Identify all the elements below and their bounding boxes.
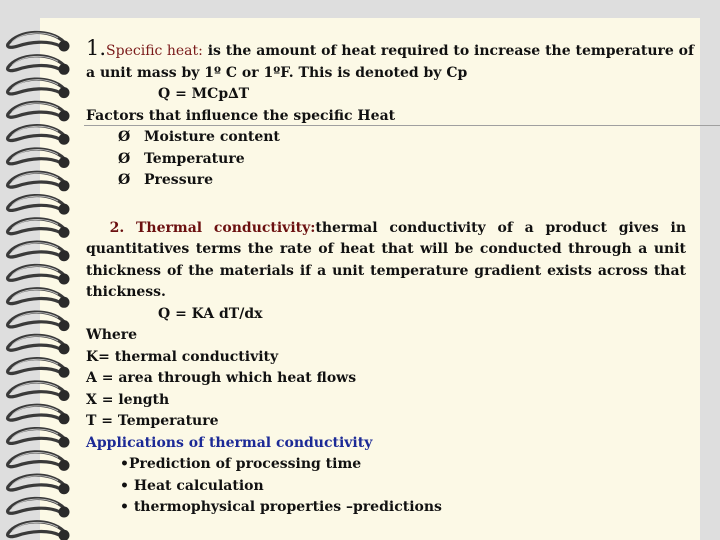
spiral-ring <box>8 522 70 540</box>
factor-label: Temperature <box>144 150 245 167</box>
variable-definition: K= thermal conductivity <box>86 348 279 365</box>
section-number-1: 1. <box>86 36 107 60</box>
arrow-bullet-icon: Ø <box>118 172 131 188</box>
slide-content <box>86 36 695 519</box>
thermal-conductivity-paragraph <box>86 218 686 304</box>
spiral-ring <box>8 126 70 145</box>
application-item: • Heat calculation <box>120 477 264 494</box>
spiral-ring <box>8 196 70 215</box>
spiral-binding-icon <box>0 0 80 540</box>
arrow-bullet-icon: Ø <box>118 129 131 145</box>
specific-heat-formula: Q = MCp∆T <box>158 86 250 102</box>
spiral-ring <box>8 219 70 238</box>
factor-label: Pressure <box>144 172 214 188</box>
spiral-ring <box>8 32 70 51</box>
arrow-bullet-icon: Ø <box>118 150 131 167</box>
section-number-2: 2. <box>109 219 125 236</box>
variable-definition: X = length <box>86 391 170 408</box>
spiral-ring <box>8 289 70 308</box>
thermal-conductivity-formula: Q = KA dT/dx <box>158 305 263 322</box>
application-item: •Prediction of processing time <box>120 456 362 472</box>
spiral-ring <box>8 102 70 121</box>
spiral-ring <box>8 172 70 191</box>
specific-heat-line-1 <box>86 36 695 63</box>
spiral-ring <box>8 359 70 378</box>
spiral-ring <box>8 382 70 401</box>
section-spacer <box>86 192 686 218</box>
spiral-ring <box>8 149 70 168</box>
spiral-ring <box>8 335 70 354</box>
specific-heat-definition-1: is the amount of heat required to increase the temperature of <box>202 43 695 59</box>
specific-heat-definition-2: a unit mass by 1º C or 1ºF. This is denoted by Cp <box>86 64 468 81</box>
factor-item <box>86 127 686 149</box>
factor-item <box>86 149 686 171</box>
spiral-ring <box>8 498 70 517</box>
thermal-conductivity-definition: thermal conductivity of a product gives in quantitatives terms the rate of heat that will be conducted through a unit thickness of the materials if a unit temperature gradient exists across that thickness. <box>86 219 687 300</box>
spiral-ring <box>8 56 70 75</box>
spiral-ring <box>8 475 70 494</box>
spiral-ring <box>8 429 70 448</box>
factor-item <box>86 170 686 192</box>
specific-heat-term: Specific heat: <box>106 43 203 59</box>
factors-heading: Factors that influence the specific Heat <box>86 107 396 124</box>
spiral-ring <box>8 405 70 424</box>
spiral-ring <box>8 79 70 98</box>
spiral-ring <box>8 242 70 261</box>
variable-definition: T = Temperature <box>86 413 219 429</box>
factor-label: Moisture content <box>144 129 280 145</box>
variable-definition: A = area through which heat flows <box>86 370 357 386</box>
spiral-ring <box>8 265 70 284</box>
spiral-ring <box>8 312 70 331</box>
where-label: Where <box>86 327 138 343</box>
spiral-ring <box>8 452 70 471</box>
applications-heading: Applications of thermal conductivity <box>86 434 373 451</box>
application-item: • thermophysical properties –predictions <box>120 499 442 515</box>
thermal-conductivity-term: Thermal conductivity: <box>136 219 316 236</box>
